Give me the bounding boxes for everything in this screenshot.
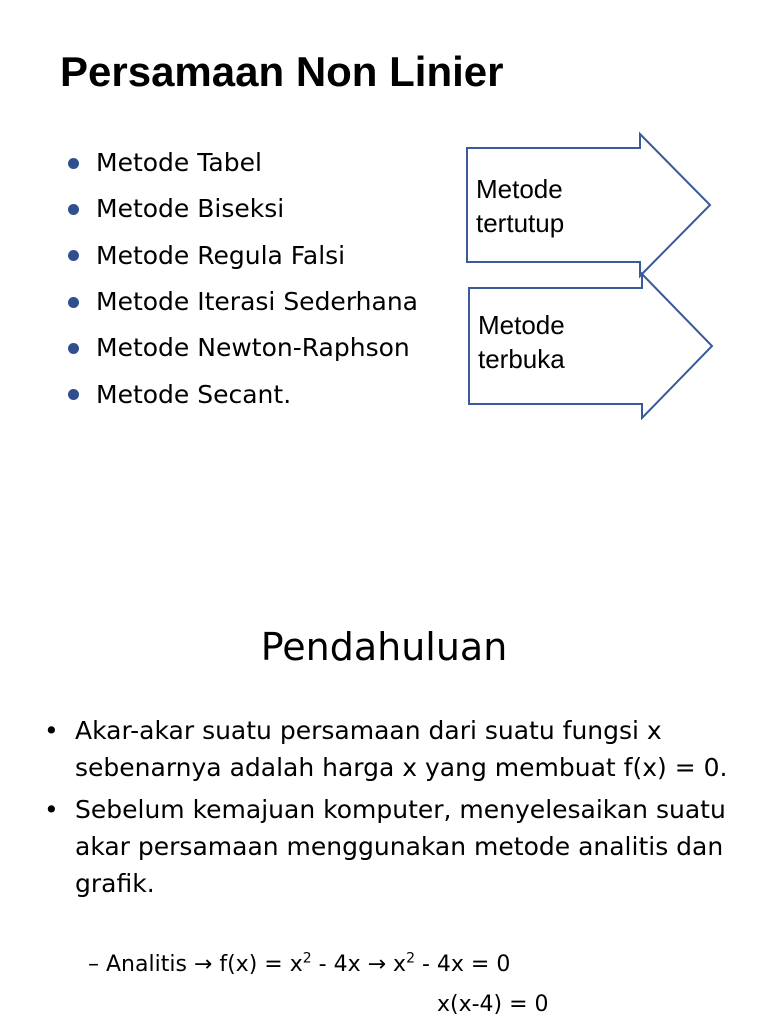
- method-label: Metode Biseksi: [96, 194, 285, 224]
- arrow-label-open: [478, 308, 565, 376]
- method-list: [68, 140, 418, 418]
- list-item: [68, 279, 418, 325]
- method-label: Metode Regula Falsi: [96, 240, 346, 270]
- arrow-label-line: tertutup: [476, 208, 565, 238]
- list-item: [44, 712, 734, 786]
- slide-title: Persamaan Non Linier: [60, 48, 504, 95]
- section-title: Pendahuluan: [260, 625, 508, 669]
- bullet-text: Akar-akar suatu persamaan dari suatu fungsi x sebenarnya adalah harga x yang membuat f(x) = 0.: [75, 716, 728, 782]
- method-label: Metode Newton-Raphson: [96, 333, 410, 363]
- bullet-dot-icon: [68, 297, 79, 308]
- list-item: [68, 140, 418, 186]
- arrow-right-icon: →: [193, 952, 213, 977]
- bullet-dot-icon: [68, 250, 79, 261]
- method-label: Metode Tabel: [96, 148, 262, 178]
- bullet-dot-icon: [68, 158, 79, 169]
- bullet-text: Sebelum kemajuan komputer, menyelesaikan suatu akar persamaan menggunakan metode analitis dan grafik.: [75, 795, 726, 898]
- method-label: Metode Secant.: [96, 379, 292, 409]
- bullet-list: [44, 712, 734, 907]
- expr-text: x: [393, 952, 407, 977]
- list-item: [68, 186, 418, 232]
- arrow-label-line: Metode: [476, 174, 563, 204]
- sub-label: Analitis: [106, 952, 187, 977]
- expr-text: f(x) = x: [219, 952, 303, 977]
- method-label: Metode Iterasi Sederhana: [96, 287, 418, 317]
- bullet-icon: •: [44, 716, 59, 745]
- arrow-label-closed: [476, 172, 564, 240]
- dash-icon: –: [88, 952, 99, 977]
- sub-item-factored: x(x-4) = 0: [437, 992, 549, 1017]
- list-item: [68, 325, 418, 371]
- sub-item-analitis: [88, 948, 510, 982]
- bullet-dot-icon: [68, 389, 79, 400]
- bullet-icon: •: [44, 795, 59, 824]
- expr-text: - 4x = 0: [414, 952, 511, 977]
- bullet-dot-icon: [68, 343, 79, 354]
- list-item: [68, 371, 418, 417]
- arrow-label-line: terbuka: [478, 344, 565, 374]
- list-item: [68, 233, 418, 279]
- arrow-label-line: Metode: [478, 310, 565, 340]
- arrow-group: [460, 128, 720, 420]
- exponent: 2: [302, 950, 312, 967]
- arrow-right-icon: →: [367, 952, 387, 977]
- bullet-dot-icon: [68, 204, 79, 215]
- expr-text: - 4x: [311, 952, 361, 977]
- exponent: 2: [406, 950, 415, 967]
- list-item: [44, 791, 734, 902]
